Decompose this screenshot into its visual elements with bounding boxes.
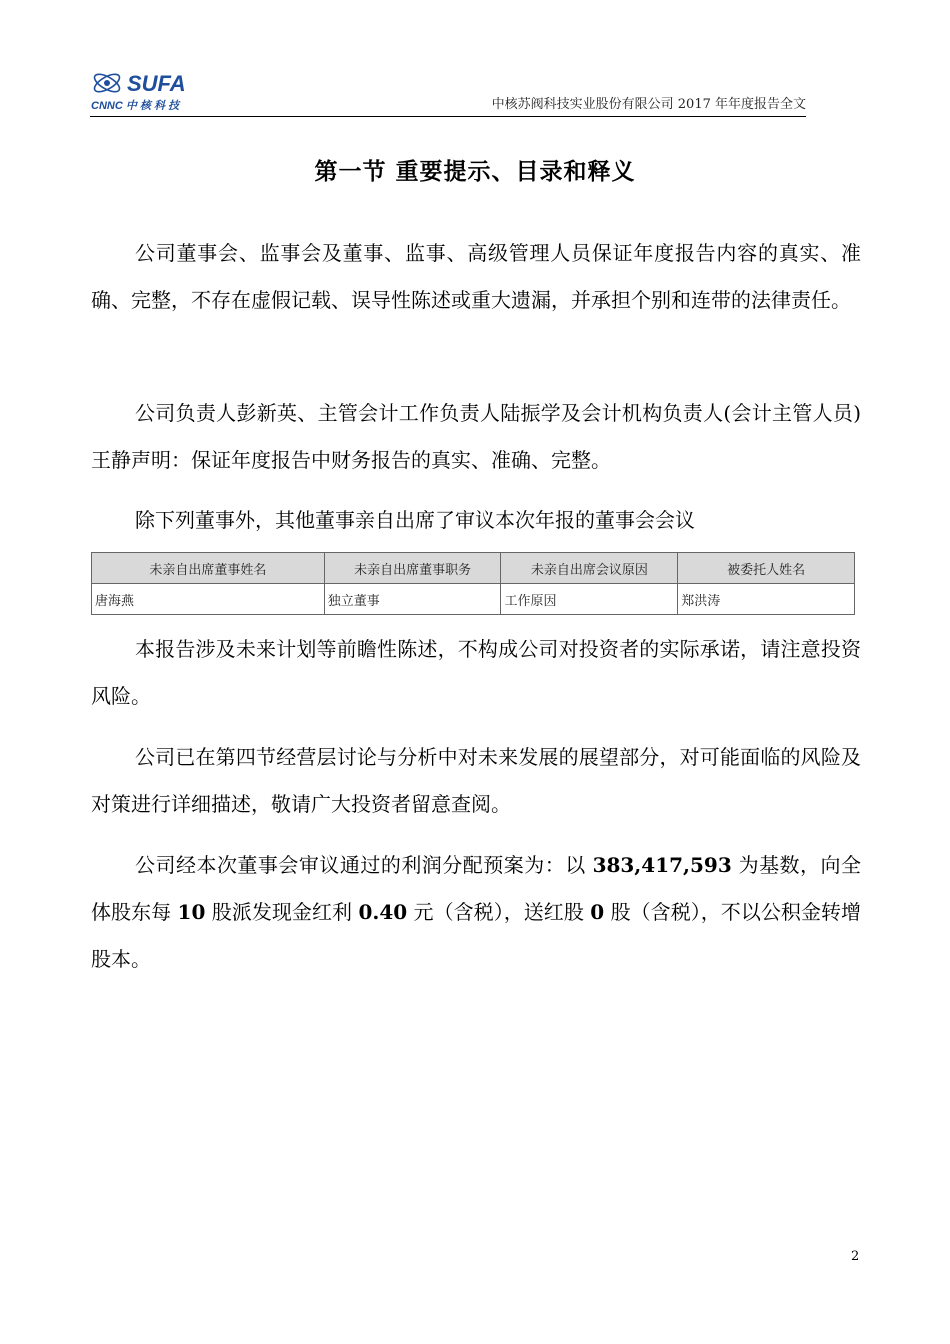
table-header-cell: 未亲自出席董事姓名 [92,553,325,584]
paragraph-risk: 公司已在第四节经营层讨论与分析中对未来发展的展望部分，对可能面临的风险及对策进行详细描述，敬请广大投资者留意查阅。 [91,745,861,816]
dividend-amount-value: 0.40 [358,900,408,924]
per-shares-value: 10 [177,900,206,924]
paragraph-declaration: 公司负责人彭新英、主管会计工作负责人陆振学及会计机构负责人(会计主管人员)王静声明：保证年度报告中财务报告的真实、准确、完整。 [91,401,861,472]
logo-text: SUFA [127,71,186,96]
bonus-shares-value: 0 [590,900,605,924]
paragraph-responsibility: 公司董事会、监事会及董事、监事、高级管理人员保证年度报告内容的真实、准确、完整，不存在虚假记载、误导性陈述或重大遗漏，并承担个别和连带的法律责任。 [91,241,861,312]
share-base-value: 383,417,593 [592,853,732,877]
absent-directors-table [91,552,855,615]
paragraph-profit-distribution [91,842,861,983]
table-cell: 独立董事 [324,584,501,615]
text-segment: 元（含税），送红股 [407,900,591,924]
table-header-cell: 未亲自出席董事职务 [324,553,501,584]
table-header-cell: 未亲自出席会议原因 [501,553,678,584]
section-title: 第一节 重要提示、目录和释义 [314,158,636,185]
table-cell: 郑洪涛 [678,584,855,615]
report-title: 中核苏阀科技实业股份有限公司 2017 年年度报告全文 [491,97,806,112]
page-header [90,66,806,117]
table-header-row [92,553,855,584]
page-number: 2 [851,1249,860,1264]
table-header-cell: 被委托人姓名 [678,553,855,584]
table-row [92,584,855,615]
paragraph-forward-looking: 本报告涉及未来计划等前瞻性陈述，不构成公司对投资者的实际承诺，请注意投资风险。 [91,637,861,708]
logo-subtext: CNNC 中 核 科 技 [91,100,179,112]
table-cell: 工作原因 [501,584,678,615]
text-segment: 公司经本次董事会审议通过的利润分配预案为：以 [135,853,593,877]
text-segment: 为基数，向全体股东每 [91,853,862,924]
paragraph-attendance: 除下列董事外，其他董事亲自出席了审议本次年报的董事会会议 [135,508,695,532]
sufa-logo [90,66,220,114]
text-segment: 股派发现金红利 [205,900,359,924]
text-segment: 股（含税），不以公积金转增股本。 [91,900,862,971]
table-cell: 唐海燕 [92,584,325,615]
